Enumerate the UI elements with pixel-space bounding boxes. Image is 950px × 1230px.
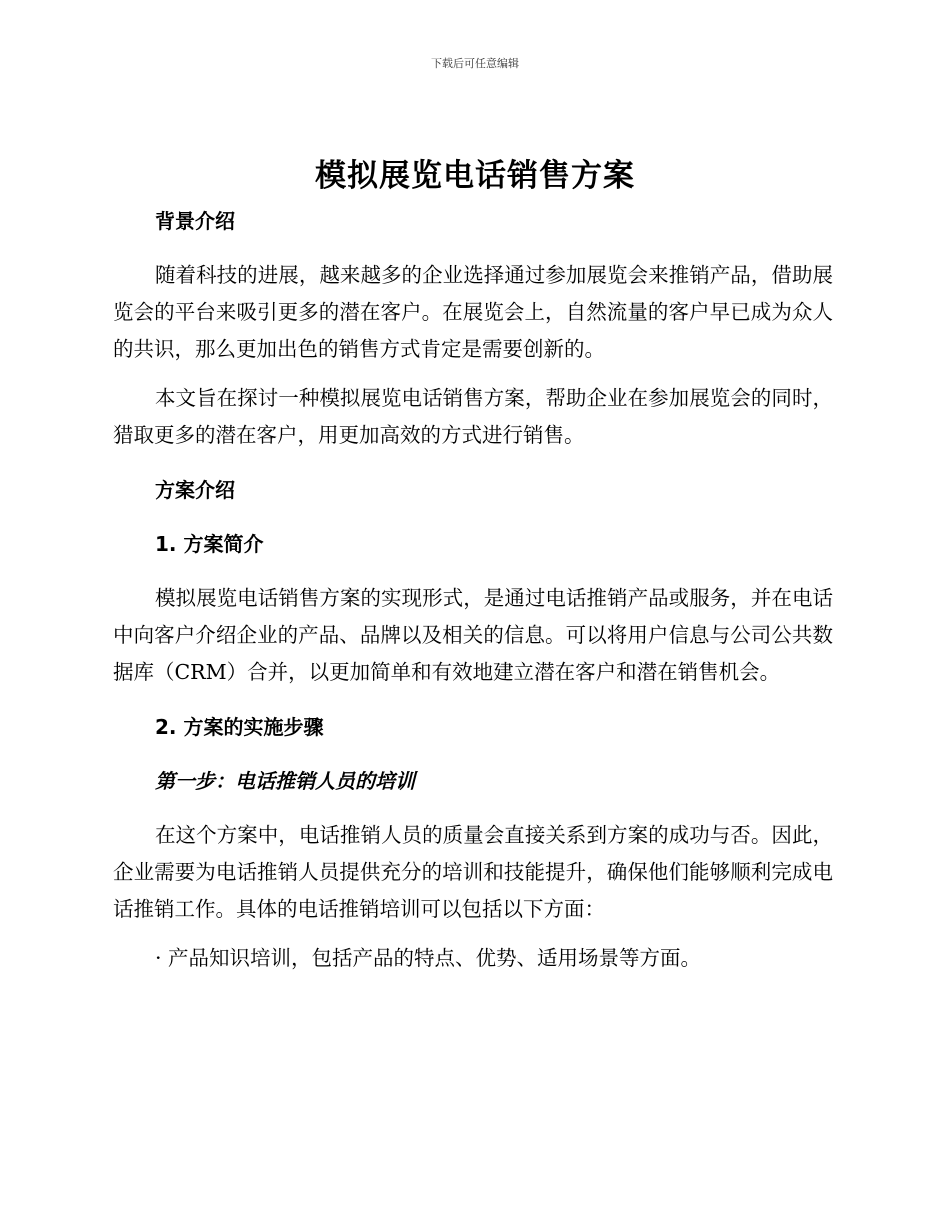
subheading-plan-overview: 1. 方案简介 [155,532,264,556]
header-note: 下载后可任意编辑 [431,57,519,70]
paragraph-plan-overview: 模拟展览电话销售方案的实现形式，是通过电话推销产品或服务，并在电话中向客户介绍企业的产品、品牌以及相关的信息。可以将用户信息与公司公共数据库（CRM）合并，以更加简单和有效地建立潜在客户和潜在销售机会。 [113,586,833,684]
list-item-product-training: · 产品知识培训，包括产品的特点、优势、适用场景等方面。 [155,946,702,970]
paragraph-step1: 在这个方案中，电话推销人员的质量会直接关系到方案的成功与否。因此，企业需要为电话推销人员提供充分的培训和技能提升，确保他们能够顺利完成电话推销工作。具体的电话推销培训可以包括以下方面： [113,823,833,921]
paragraph-background-1: 随着科技的进展，越来越多的企业选择通过参加展览会来推销产品，借助展览会的平台来吸引更多的潜在客户。在展览会上，自然流量的客户早已成为众人的共识，那么更加出色的销售方式肯定是需要创新的。 [113,263,833,361]
step1-heading: 第一步：电话推销人员的培训 [155,769,415,793]
subheading-implementation-steps: 2. 方案的实施步骤 [155,715,324,739]
section-heading-background: 背景介绍 [155,209,235,233]
paragraph-background-2: 本文旨在探讨一种模拟展览电话销售方案，帮助企业在参加展览会的同时，猎取更多的潜在客户，用更加高效的方式进行销售。 [113,386,833,447]
document-title: 模拟展览电话销售方案 [315,158,635,194]
document-body [113,198,833,977]
section-heading-plan: 方案介绍 [155,478,235,502]
